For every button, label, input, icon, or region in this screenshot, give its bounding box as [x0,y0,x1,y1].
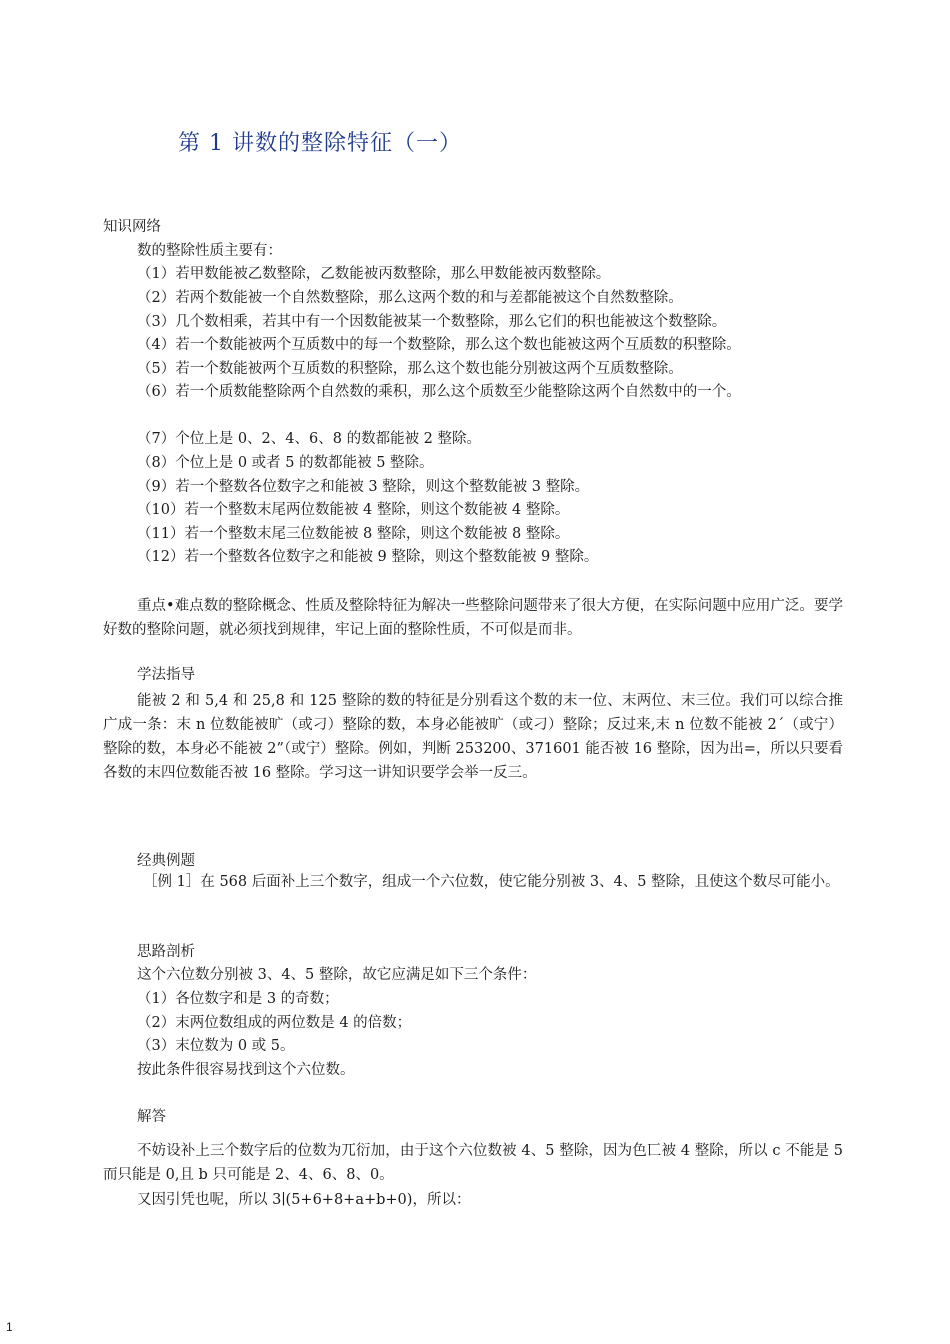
feature-item: （7）个位上是 0、2、4、6、8 的数都能被 2 整除。 [137,431,482,447]
feature-item: （12）若一个整数各位数字之和能被 9 整除，则这个整数能被 9 整除。 [137,549,599,565]
analysis-intro: 这个六位数分别被 3、4、5 整除，故它应满足如下三个条件： [137,967,537,983]
section-heading-method: 学法指导 [137,667,195,683]
solution-paragraph: 不妨设补上三个数字后的位数为兀衍加，由于这个六位数被 4、5 整除，因为色匸被 4 整除，所以 c 不能是 5 而只能是 0,且 b 只可能是 2、4、6、8、0。 [103,1143,843,1183]
feature-item: （9）若一个整数各位数字之和能被 3 整除，则这个整数能被 3 整除。 [137,479,590,495]
section-heading-solution: 解答 [137,1109,166,1125]
page-title: 第 1 讲数的整除特征（一） [178,131,462,156]
method-paragraph: 能被 2 和 5,4 和 25,8 和 125 整除的数的特征是分别看这个数的末一位、末两位、末三位。我们可以综合推广成一条：末 n 位数能被旷（或刁）整除的数，本身必能被旷（或刁）整除；反过来,末 n 位数不能被 2ˊ（或宁）整除的数，本身必不能被 2”（或宁）整除。例如，判断 253200、371601 能否被 16 整除，因为出=，所以只要看各数的末四位数能否被 16 整除。学习这一讲知识要学会举一反三。 [103,693,843,781]
condition-item: （1）各位数字和是 3 的奇数； [137,991,339,1007]
feature-item: （8）个位上是 0 或者 5 的数都能被 5 整除。 [137,455,434,471]
feature-item: （10）若一个整数末尾两位数能被 4 整除，则这个数能被 4 整除。 [137,502,570,518]
key-points-paragraph: 重点•难点数的整除概念、性质及整除特征为解决一些整除问题带来了很大方便，在实际问题中应用广泛。要学好数的整除问题，就必须找到规律，牢记上面的整除性质，不可似是而非。 [103,598,843,638]
page-number: 1 [6,1320,13,1334]
feature-item: （11）若一个整数末尾三位数能被 8 整除，则这个数能被 8 整除。 [137,526,570,542]
property-item: （2）若两个数能被一个自然数整除，那么这两个数的和与差都能被这个自然数整除。 [137,290,683,306]
condition-item: （2）末两位数组成的两位数是 4 的倍数； [137,1015,412,1031]
example-1-paragraph: ［例 1］在 568 后面补上三个数字，组成一个六位数，使它能分别被 3、4、5 整除，且使这个数尽可能小。 [143,874,840,890]
property-item: （6）若一个质数能整除两个自然数的乘积，那么这个质数至少能整除这两个自然数中的一个。 [137,384,741,400]
section-heading-knowledge: 知识网络 [103,219,161,235]
property-item: （3）几个数相乘，若其中有一个因数能被某一个数整除，那么它们的积也能被这个数整除。 [137,314,727,330]
analysis-conclusion: 按此条件很容易找到这个六位数。 [137,1062,355,1078]
solution-line: 又因引凭也呢，所以 3∣(5+6+8+a+b+0)，所以： [137,1192,471,1208]
property-item: （1）若甲数能被乙数整除，乙数能被丙数整除，那么甲数能被丙数整除。 [137,266,611,282]
section-heading-analysis: 思路剖析 [137,944,195,960]
intro-text: 数的整除性质主要有： [137,243,282,259]
condition-item: （3）末位数为 0 或 5。 [137,1038,295,1054]
section-heading-examples: 经典例题 [137,853,195,869]
property-item: （5）若一个数能被两个互质数的积整除，那么这个数也能分别被这两个互质数整除。 [137,361,683,377]
property-item: （4）若一个数能被两个互质数中的每一个数整除，那么这个数也能被这两个互质数的积整除。 [137,337,741,353]
